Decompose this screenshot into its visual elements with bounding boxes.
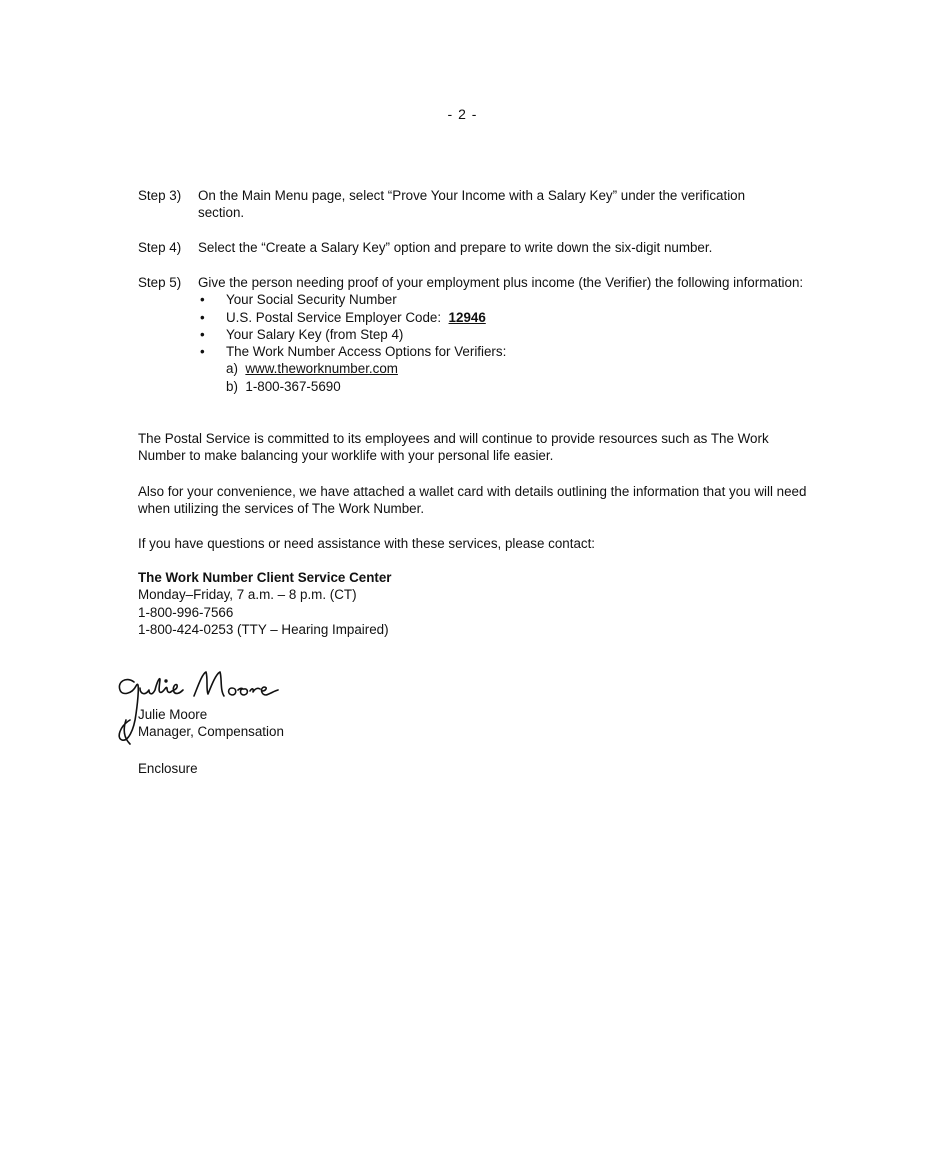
signatory-name: Julie Moore (138, 707, 208, 722)
step-text: Give the person needing proof of your employment plus income (the Verifier) the following information: (198, 275, 804, 290)
bullet-icon: • (200, 344, 205, 360)
contact-name: The Work Number Client Service Center (138, 570, 392, 585)
page-number: - 2 - (447, 106, 478, 122)
step-label: Step 4) (138, 240, 182, 255)
step-3 (138, 187, 828, 222)
bullet-icon: • (200, 326, 205, 342)
step-5-bullet-list (198, 291, 828, 395)
step-4 (138, 239, 828, 256)
option-a: a) www.theworknumber.com (226, 361, 398, 377)
bullet-icon: • (200, 292, 205, 308)
list-item: • Your Social Security Number (200, 292, 397, 308)
bullet-icon: • (200, 309, 205, 325)
step-text: On the Main Menu page, select “Prove Your Income with a Salary Key” under the verification section. (198, 188, 746, 221)
enclosure-note: Enclosure (138, 761, 198, 776)
employer-code: 12946 (448, 309, 486, 325)
step-text: Select the “Create a Salary Key” option and prepare to write down the six-digit number. (198, 240, 713, 255)
commitment-paragraph: The Postal Service is committed to its employees and will continue to provide resources such as The Work Number to make balancing your worklife with your personal life easier. (138, 431, 769, 464)
website-link[interactable]: www.theworknumber.com (245, 361, 398, 377)
access-options (226, 360, 828, 395)
wallet-card-paragraph: Also for your convenience, we have attached a wallet card with details outlining the information that you will need when utilizing the services of The Work Number. (138, 484, 807, 517)
list-item: • The Work Number Access Options for Verifiers: a) www.theworknumber.com b) 1-800-367-5690 (198, 343, 828, 395)
questions-paragraph: If you have questions or need assistance with these services, please contact: (138, 536, 596, 551)
list-item: • U.S. Postal Service Employer Code: 12946 (200, 309, 486, 325)
contact-block (138, 569, 392, 638)
contact-tty: 1-800-424-0253 (TTY – Hearing Impaired) (138, 621, 389, 637)
verifier-phone: 1-800-367-5690 (245, 378, 341, 394)
option-b: b) 1-800-367-5690 (226, 378, 341, 394)
step-label: Step 3) (138, 188, 182, 203)
list-item: • Your Salary Key (from Step 4) (200, 326, 404, 342)
step-label: Step 5) (138, 275, 182, 290)
contact-phone: 1-800-996-7566 (138, 604, 234, 620)
signatory-block (138, 706, 284, 741)
contact-hours: Monday–Friday, 7 a.m. – 8 p.m. (CT) (138, 587, 357, 603)
step-5 (138, 274, 828, 395)
signatory-title: Manager, Compensation (138, 724, 284, 740)
